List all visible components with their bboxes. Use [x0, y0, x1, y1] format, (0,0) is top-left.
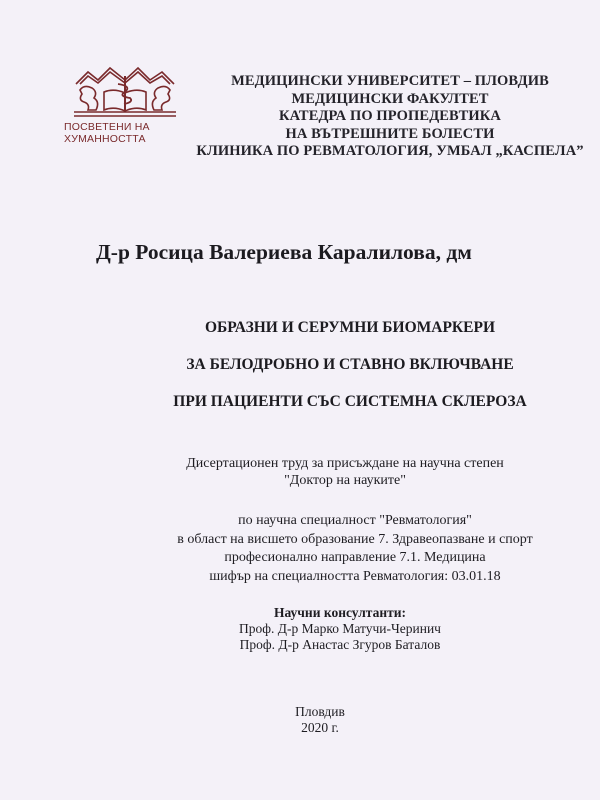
- title-line: ПРИ ПАЦИЕНТИ СЪС СИСТЕМНА СКЛЕРОЗА: [173, 393, 527, 410]
- institution-line: КАТЕДРА ПО ПРОПЕДЕВТИКА: [279, 108, 501, 124]
- institution-line: НА ВЪТРЕШНИТЕ БОЛЕСТИ: [285, 125, 495, 142]
- consultant-name: Проф. Д-р Анастас Згуров Баталов: [239, 637, 441, 652]
- year: 2020 г.: [301, 719, 339, 735]
- consultants: [180, 605, 500, 653]
- institution-header: [180, 73, 600, 161]
- author-name: Д-р Росица Валериева Каралилова, дм: [96, 240, 472, 264]
- logo-caption: ПОСВЕТЕНИ НА ХУМАННОСТТА: [64, 121, 150, 145]
- place: Пловдив: [295, 704, 345, 719]
- institution-line: КЛИНИКА ПО РЕВМАТОЛОГИЯ, УМБАЛ „КАСПЕЛА”: [196, 143, 584, 159]
- title-line: ОБРАЗНИ И СЕРУМНИ БИОМАРКЕРИ: [204, 319, 496, 336]
- specialty-info: по научна специалност "Ревматология" в област на висшето образование 7. Здравеопазване и спорт професионално направление 7.1. Медицина шифър на специалността Ревматология: 03.01.18: [177, 513, 533, 584]
- institution-line: МЕДИЦИНСКИ ФАКУЛТЕТ: [291, 90, 489, 107]
- degree-statement: Дисертационен труд за присъждане на научна степен "Доктор на науките": [186, 456, 504, 488]
- institution-line: МЕДИЦИНСКИ УНИВЕРСИТЕТ – ПЛОВДИВ: [231, 73, 549, 89]
- consultants-heading: Научни консултанти:: [273, 605, 407, 620]
- consultant-name: Проф. Д-р Марко Матучи-Черинич: [239, 621, 441, 636]
- title-line: ЗА БЕЛОДРОБНО И СТАВНО ВКЛЮЧВАНЕ: [186, 356, 514, 373]
- dissertation-title: [140, 318, 560, 429]
- place-and-year: [200, 704, 440, 735]
